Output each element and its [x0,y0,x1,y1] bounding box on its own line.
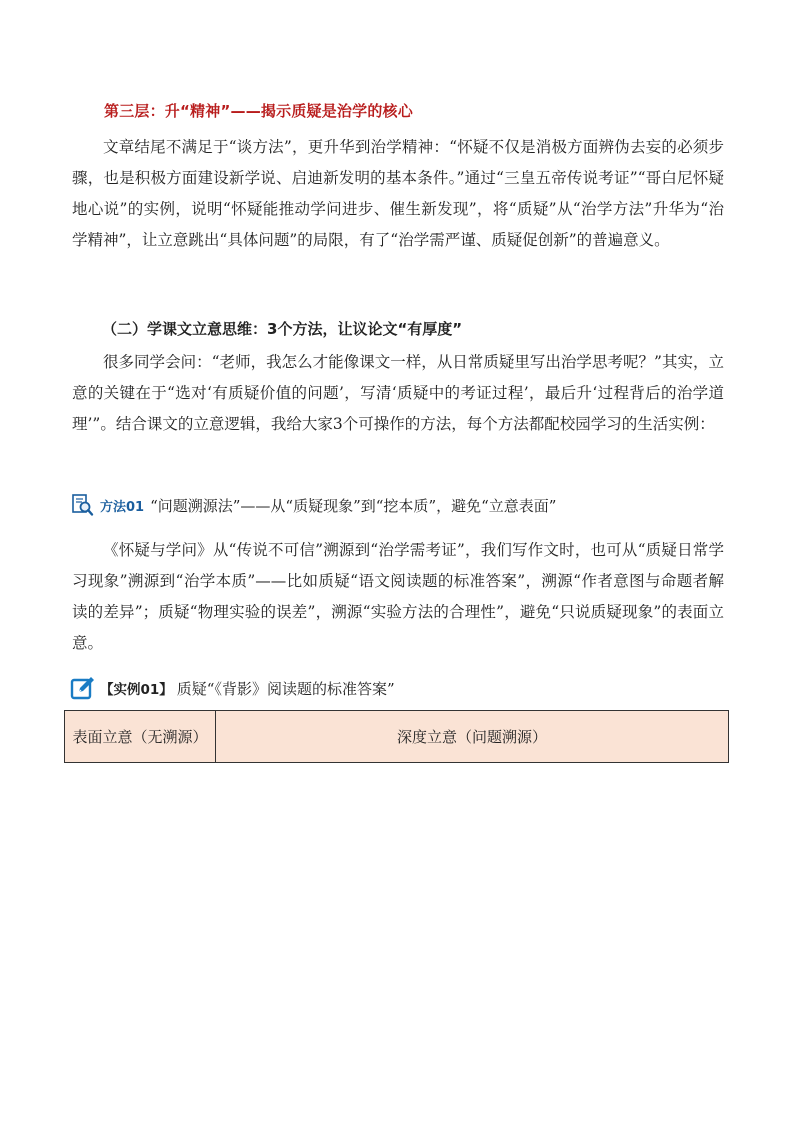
comparison-table [64,710,729,763]
table-header-surface: 表面立意（无溯源） [65,711,216,762]
example1-title: 质疑“《背影》阅读题的标准答案” [176,679,395,698]
method1-title: “问题溯源法”——从“质疑现象”到“挖本质”，避免“立意表面” [150,496,557,515]
part2-paragraph: 很多同学会问：“老师，我怎么才能像课文一样，从日常质疑里写出治学思考呢？”其实，立意的关键在于“选对‘有质疑价值的问题’，写清‘质疑中的考证过程’，最后升‘过程背后的治学道理’”。结合课文的立意逻辑，我给大家3个可操作的方法，每个方法都配校园学习的生活实例： [72,353,724,433]
example1-tag: 【实例01】 [100,682,173,698]
pen-edit-icon [70,675,96,701]
magnifier-document-icon [70,493,94,517]
method1-tag: 方法01 [100,499,145,515]
method1-paragraph: 《怀疑与学问》从“传说不可信”溯源到“治学需考证”，我们写作文时，也可从“质疑日常学习现象”溯源到“治学本质”——比如质疑“语文阅读题的标准答案”，溯源“作者意图与命题者解读的差异”；质疑“物理实验的误差”，溯源“实验方法的合理性”，避免“只说质疑现象”的表面立意。 [72,541,724,652]
part2-heading: （二）学课文立意思维：3个方法，让议论文“有厚度” [102,320,463,338]
table-header-deep: 深度立意（问题溯源） [396,728,547,746]
method1-title-row [70,492,556,518]
section3-paragraph: 文章结尾不满足于“谈方法”，更升华到治学精神：“怀疑不仅是消极方面辨伪去妄的必须步骤，也是积极方面建设新学说、启迪新发明的基本条件。”通过“三皇五帝传说考证”“哥白尼怀疑地心说”的实例，说明“怀疑能推动学问进步、催生新发现”，将“质疑”从“治学方法”升华为“治学精神”，让立意跳出“具体问题”的局限，有了“治学需严谨、质疑促创新”的普遍意义。 [72,138,724,249]
example1-title-row [70,674,395,702]
section3-heading: 第三层：升“精神”——揭示质疑是治学的核心 [104,102,413,120]
